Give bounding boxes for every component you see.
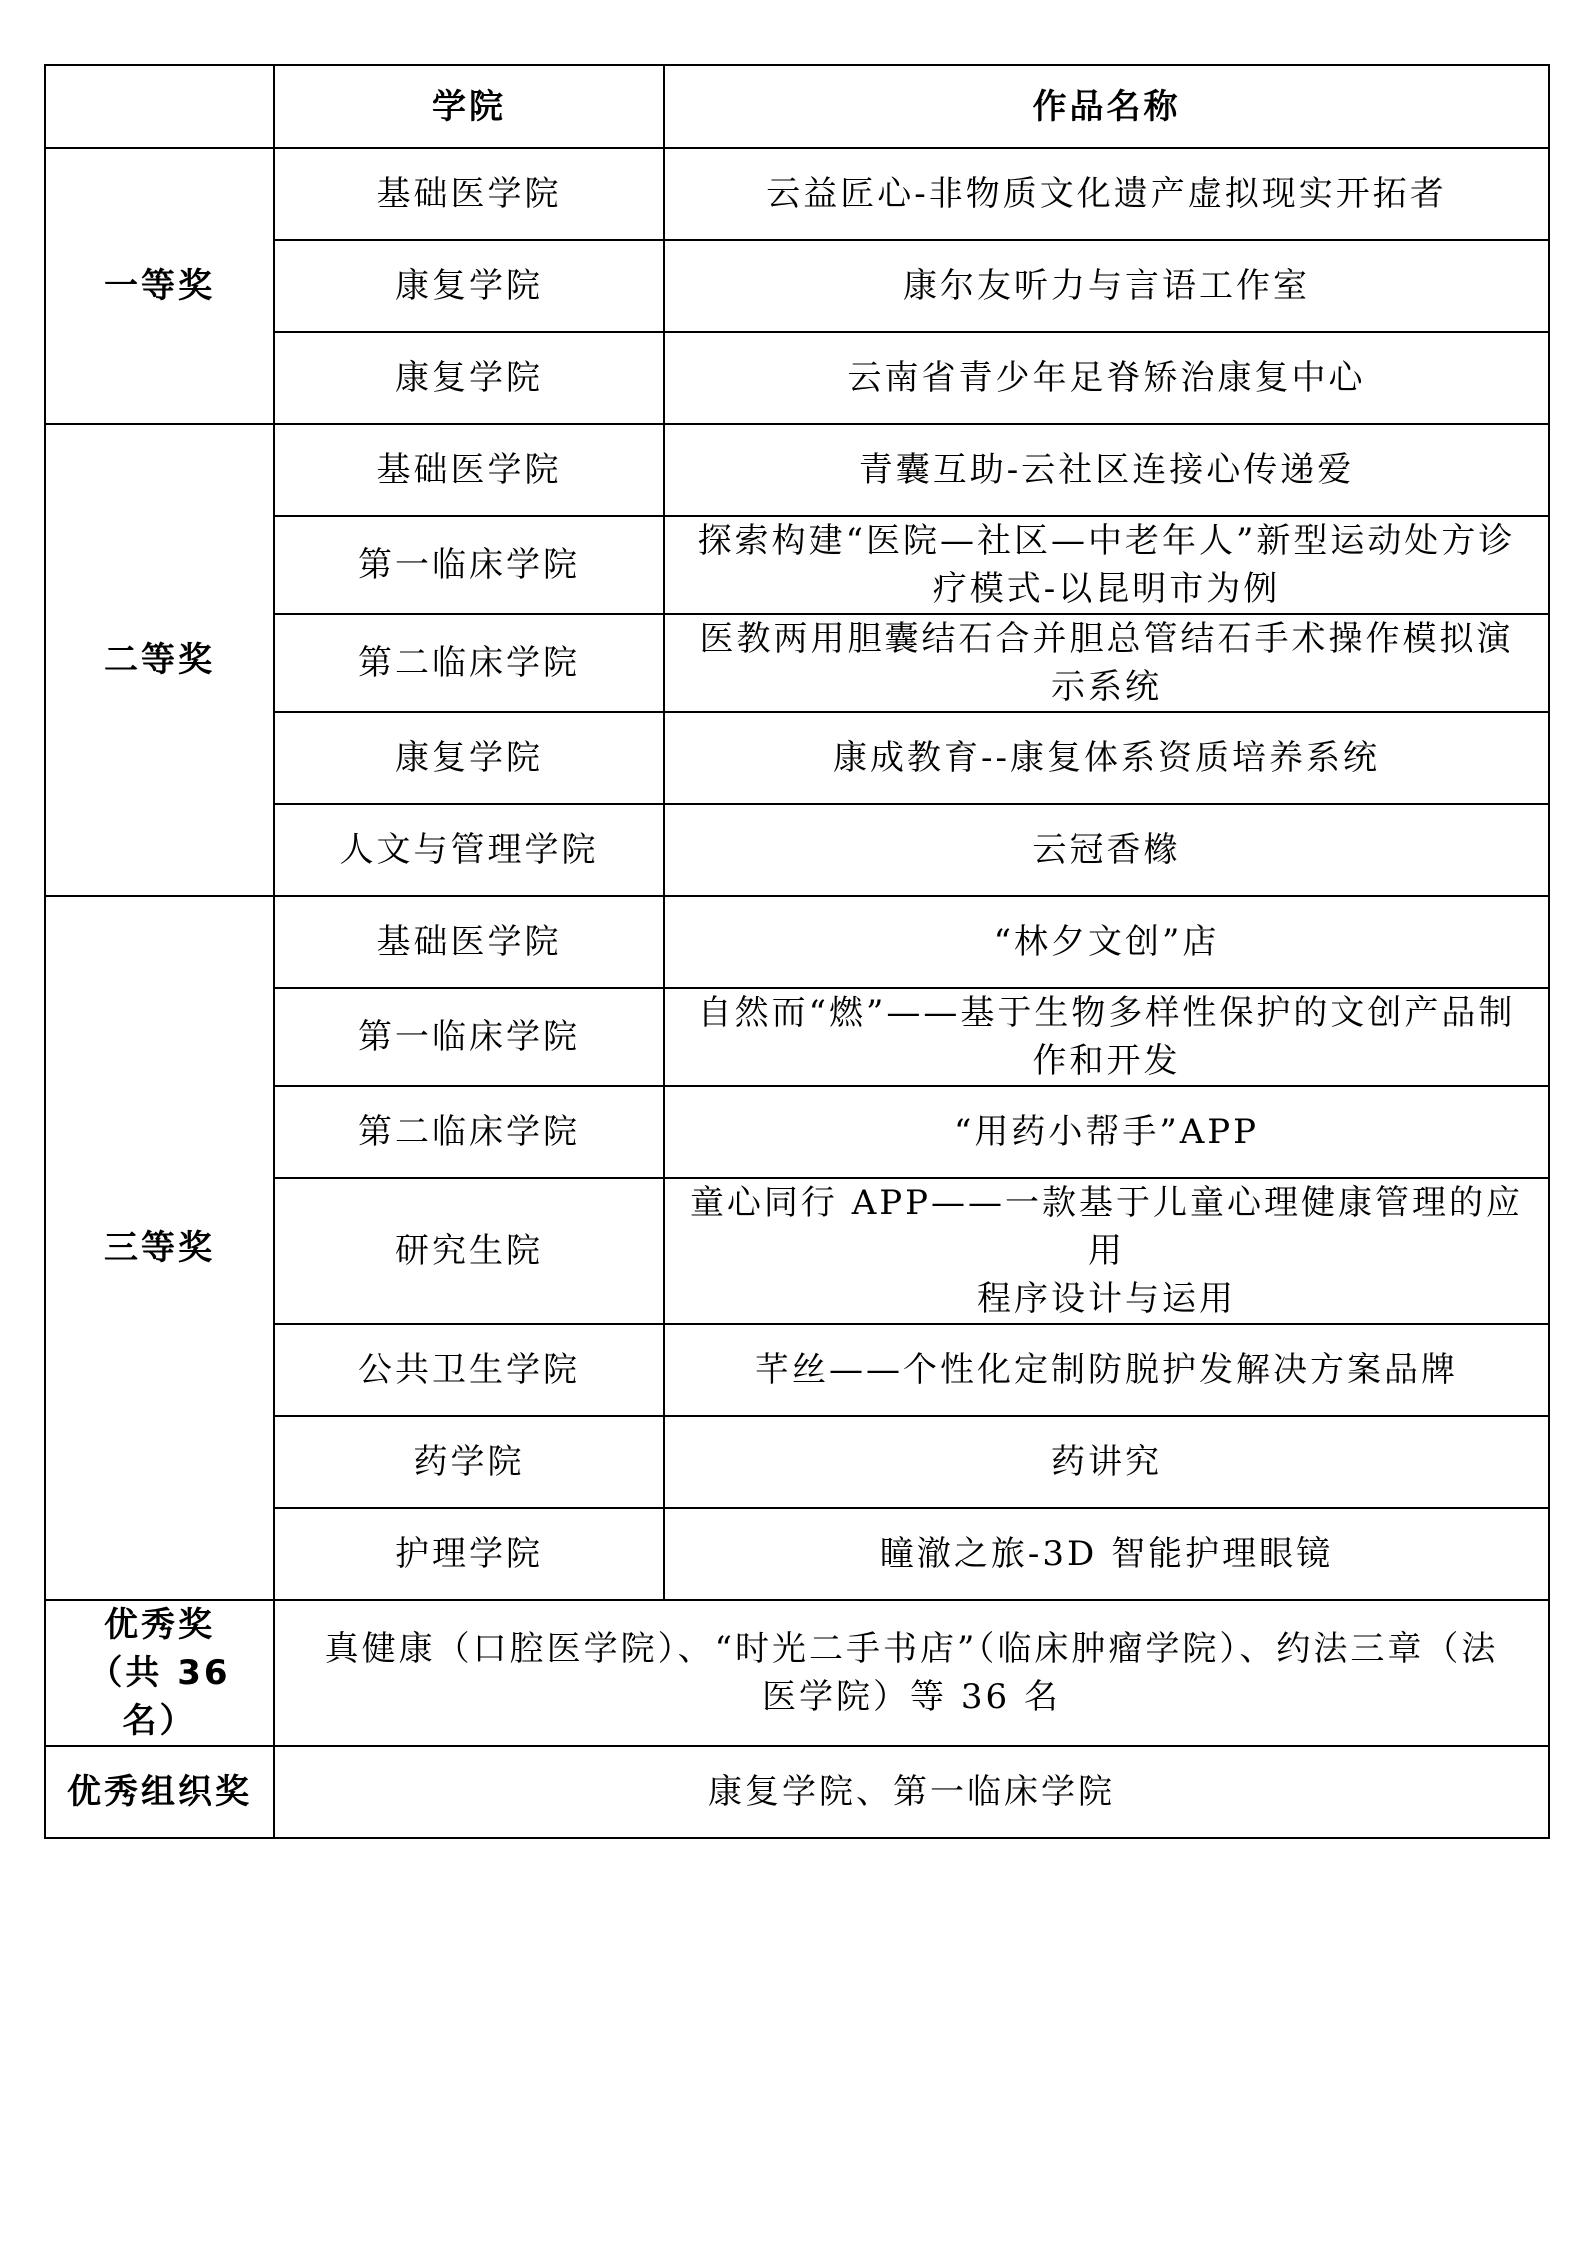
award-third-prize: 三等奖 bbox=[45, 896, 274, 1600]
table-row bbox=[45, 148, 1549, 240]
college-cell: 第二临床学院 bbox=[274, 614, 664, 712]
college-cell: 第一临床学院 bbox=[274, 988, 664, 1086]
work-line: 云南省青少年足脊矫治康复中心 bbox=[847, 358, 1366, 398]
award-second-prize: 二等奖 bbox=[45, 424, 274, 896]
college-cell: 药学院 bbox=[274, 1416, 664, 1508]
work-line: 康成教育--康复体系资质培养系统 bbox=[833, 738, 1380, 778]
college-cell: 研究生院 bbox=[274, 1178, 664, 1324]
work-cell bbox=[664, 516, 1549, 614]
work-line: 青囊互助-云社区连接心传递爱 bbox=[858, 450, 1355, 490]
awards-table bbox=[44, 64, 1550, 1839]
work-cell bbox=[664, 1416, 1549, 1508]
college-cell: 康复学院 bbox=[274, 712, 664, 804]
award-excellence-title: 优秀奖 bbox=[104, 1605, 215, 1645]
organization-row bbox=[45, 1746, 1549, 1838]
work-line: 云益匠心-非物质文化遗产虚拟现实开拓者 bbox=[766, 174, 1447, 214]
work-cell bbox=[664, 332, 1549, 424]
college-cell: 第一临床学院 bbox=[274, 516, 664, 614]
work-cell bbox=[664, 1086, 1549, 1178]
college-cell: 人文与管理学院 bbox=[274, 804, 664, 896]
work-cell bbox=[664, 1508, 1549, 1600]
work-line: 药讲究 bbox=[1051, 1442, 1162, 1482]
college-cell: 康复学院 bbox=[274, 332, 664, 424]
work-line: 芊丝——个性化定制防脱护发解决方案品牌 bbox=[755, 1350, 1458, 1390]
work-cell bbox=[664, 240, 1549, 332]
work-cell bbox=[664, 988, 1549, 1086]
award-first-prize: 一等奖 bbox=[45, 148, 274, 424]
header-college: 学院 bbox=[274, 65, 664, 148]
table-row bbox=[45, 424, 1549, 516]
excellence-line: 医学院）等 36 名 bbox=[762, 1677, 1061, 1717]
header-row bbox=[45, 65, 1549, 148]
work-line: 童心同行 APP——一款基于儿童心理健康管理的应用 bbox=[689, 1183, 1524, 1271]
work-line: 疗模式-以昆明市为例 bbox=[932, 569, 1281, 609]
organization-winners: 康复学院、第一临床学院 bbox=[274, 1746, 1549, 1838]
work-line: 示系统 bbox=[1051, 667, 1162, 707]
work-line: 康尔友听力与言语工作室 bbox=[903, 266, 1310, 306]
college-cell: 基础医学院 bbox=[274, 148, 664, 240]
work-line: 云冠香橼 bbox=[1032, 830, 1181, 870]
work-line: “林夕文创”店 bbox=[993, 922, 1220, 962]
award-excellence-count: （共 36 名） bbox=[88, 1653, 231, 1741]
excellence-winners bbox=[274, 1600, 1549, 1746]
work-cell bbox=[664, 1178, 1549, 1324]
college-cell: 基础医学院 bbox=[274, 424, 664, 516]
college-cell: 公共卫生学院 bbox=[274, 1324, 664, 1416]
college-cell: 康复学院 bbox=[274, 240, 664, 332]
work-cell bbox=[664, 424, 1549, 516]
work-line: 作和开发 bbox=[1032, 1041, 1181, 1081]
work-line: 瞳澈之旅-3D 智能护理眼镜 bbox=[879, 1534, 1334, 1574]
college-cell: 第二临床学院 bbox=[274, 1086, 664, 1178]
excellence-row bbox=[45, 1600, 1549, 1746]
work-line: “用药小帮手”APP bbox=[953, 1112, 1260, 1152]
work-line: 程序设计与运用 bbox=[977, 1279, 1236, 1319]
work-line: 探索构建“医院—社区—中老年人”新型运动处方诊 bbox=[697, 521, 1516, 561]
work-line: 自然而“燃”——基于生物多样性保护的文创产品制 bbox=[697, 993, 1516, 1033]
college-cell: 基础医学院 bbox=[274, 896, 664, 988]
header-blank-cell bbox=[45, 65, 274, 148]
award-excellence bbox=[45, 1600, 274, 1746]
header-work: 作品名称 bbox=[664, 65, 1549, 148]
award-organization: 优秀组织奖 bbox=[45, 1746, 274, 1838]
work-cell bbox=[664, 614, 1549, 712]
college-cell: 护理学院 bbox=[274, 1508, 664, 1600]
work-cell bbox=[664, 712, 1549, 804]
work-line: 医教两用胆囊结石合并胆总管结石手术操作模拟演 bbox=[699, 619, 1514, 659]
excellence-line: 真健康（口腔医学院）、“时光二手书店”（临床肿瘤学院）、约法三章（法 bbox=[324, 1629, 1499, 1669]
work-cell bbox=[664, 896, 1549, 988]
work-cell bbox=[664, 1324, 1549, 1416]
work-cell bbox=[664, 148, 1549, 240]
table-row bbox=[45, 896, 1549, 988]
work-cell bbox=[664, 804, 1549, 896]
